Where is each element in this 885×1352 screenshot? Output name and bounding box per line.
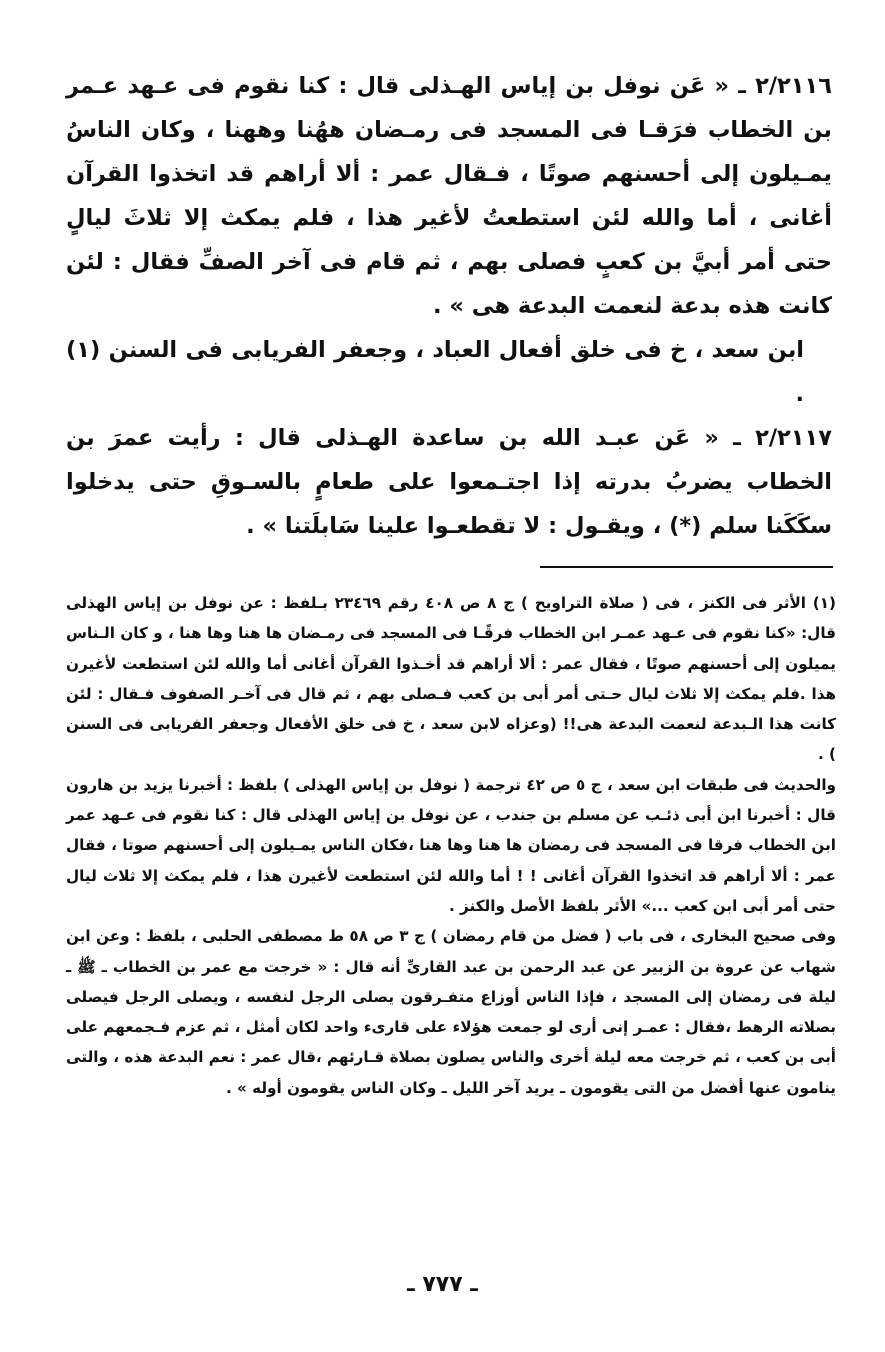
footnote-1-bukhari: وفى صحيح البخارى ، فى باب ( فضل من قام رمضان ) ج ٣ ص ٥٨ ط مصطفى الحلبى ، بلفظ : وعن ابن شهاب عن عروة بن الزبير عن عبد الرحمن بن عبد القارىِّ أنه قال : « خرجت مع عمر بن الخطاب ـ ﷺ ـ ليلة فى رمضان إلى المسجد ، فإذا الناس أوزاع متفـرقون يصلى الرجل لنفسه ، ويصلى الرجل فيصلى بصلاته الرهط ،فقال : عمـر إنى أرى لو جمعت هؤلاء على قارىء واحد لكان أمثل ، ثم عزم فـجمعهم على أبى بن كعب ، ثم خرجت معه ليلة أخرى والناس يصلون بصلاة قـارئهم ،قال عمر : نعم البدعة هذه ، والتى ينامون عنها أفضل من التى يقومون ـ يريد آخر الليل ـ وكان الناس يقومون أوله » . <box>66 927 836 1097</box>
page-number: ـ ٧٧٧ ـ <box>407 1272 478 1297</box>
hadith-2116-sources: ابن سعد ، خ فى خلق أفعال العباد ، وجعفر الفريابى فى السنن (١) . <box>66 337 804 407</box>
footnote-separator <box>540 566 833 568</box>
hadith-2117: ٢/٢١١٧ ـ « عَن عبـد الله بن ساعدة الهـذلى قال : رأيت عمرَ بن الخطاب يضربُ بدرته إذا اجتـمعوا على طعامٍ بالسـوقِ حتى يدخلوا سكَكَنا سلم (*) ، ويقـول : لا تقطعـوا علينا سَابلَتنا » . <box>66 425 832 539</box>
hadith-2116: ٢/٢١١٦ ـ « عَن نوفل بن إياس الهـذلى قال : كنا نقوم فى عـهد عـمر بن الخطاب فرَقـا فى المسجد فى رمـضان ههُنا وههنا ، وكان الناسُ يمـيلون إلى أحسنهم صوتًا ، فـقال عمر : ألا أراهم قد اتخذوا القرآن أغانى ، أما والله لئن استطعتُ لأغير هذا ، فلم يمكث إلا ثلاثَ ليالٍ حتى أمر أبيَّ بن كعبٍ فصلى بهم ، ثم قام فى آخر الصفِّ فقال : لئن كانت هذه بدعة لنعمت البدعة هى » . <box>66 73 832 319</box>
footnote-1-tabaqat: والحديث فى طبقات ابن سعد ، ج ٥ ص ٤٢ ترجمة ( نوفل بن إياس الهذلى ) بلفظ : أخبرنا يزيد بن هارون قال : أخبرنا ابن أبى ذئـب عن مسلم بن جندب ، عن نوفل بن إياس الهذلى قال : كنا نقوم فى عـهد عمر ابن الخطاب فرقا فى المسجد فى رمضان ها هنا وها هنا ،فكان الناس يمـيلون إلى أحسنهم صوتا ، فقال عمر : ألا أراهم قد اتخذوا القرآن أغانى ! ! أما والله لئن استطعت لأغيرن هذا ، فلم يمكث إلا ثلاث ليال حتى أمر أبى ابن كعب ...» الأثر بلفظ الأصل والكنز . <box>66 775 836 915</box>
footnote-1-kanz: (١) الأثر فى الكنز ، فى ( صلاة التراويح ) ج ٨ ص ٤٠٨ رقم ٢٣٤٦٩ بـلفظ : عن نوفل بن إياس الهذلى قال: «كنا نقوم فى عـهد عمـر ابن الخطاب فرقًـا فى المسجد فى رمـضان ها هنا وها هنا ، و كان الـناس يميلون إلى أحسنهم صوتًا ، فقال عمر : ألا أراهم قد أخـذوا القرآن أغانى أما والله لئن استطعت لأغيرن هذا .فلم يمكث إلا ثلاث ليال حـتى أمر أبى بن كعب فـصلى بهم ، ثم قال فى آخـر الصفوف فـقال : لئن كانت هذا الـبدعة لنعمت البدعة هى!! (وعزاه لابن سعد ، خ فى خلق الأفعال وجعفر الفريابى فى السنن ) . <box>66 594 836 764</box>
main-text <box>66 64 832 548</box>
footnotes <box>66 588 836 1103</box>
